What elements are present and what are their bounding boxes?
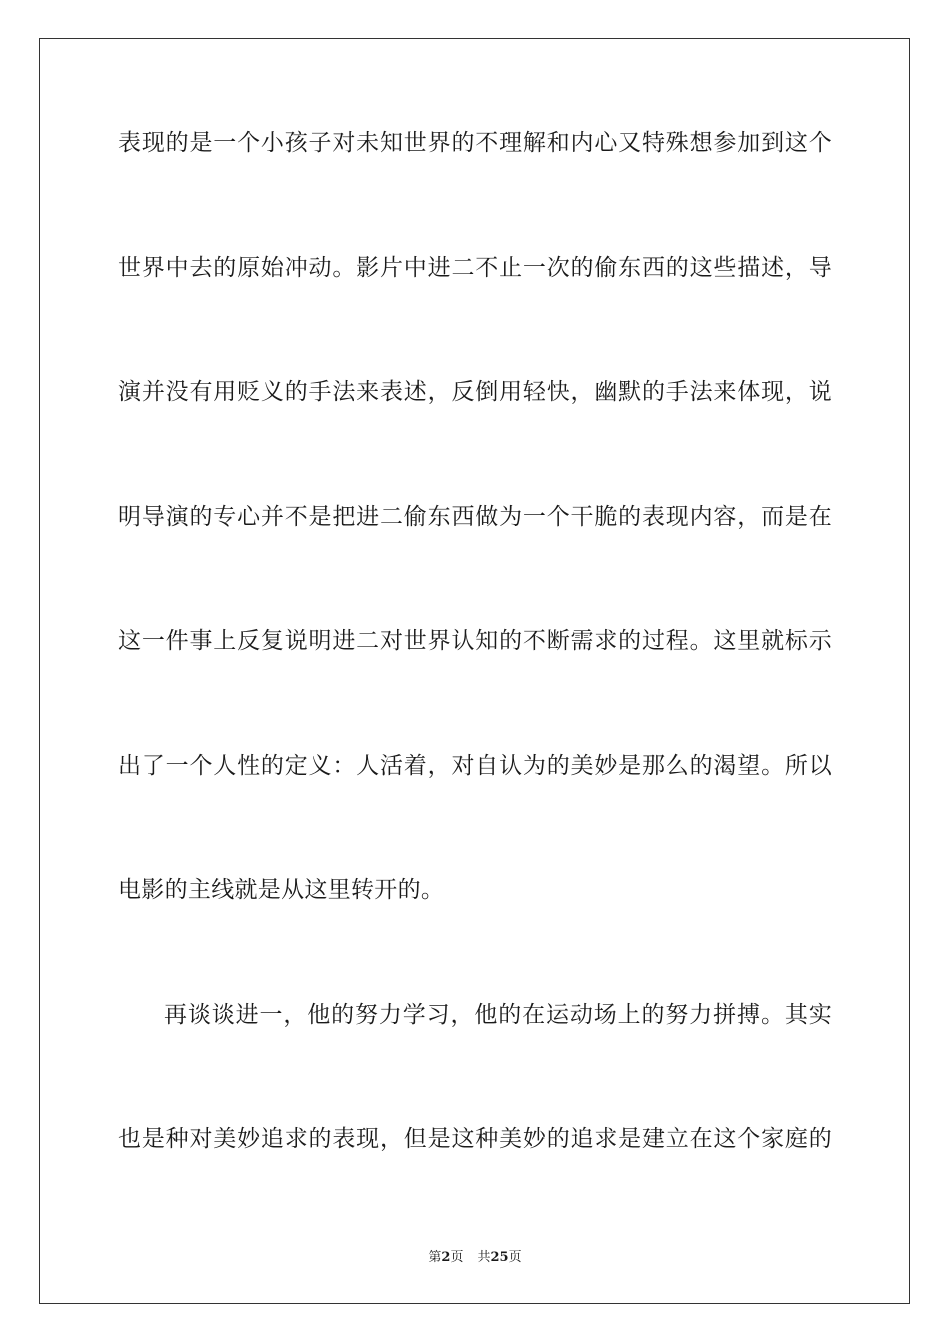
text-line: 这一件事上反复说明进二对世界认知的不断需求的过程。这里就标示 <box>118 628 832 654</box>
page-number-indicator: 第2页 <box>428 1250 464 1265</box>
text-line: 演并没有用贬义的手法来表述，反倒用轻快，幽默的手法来体现，说 <box>118 379 832 405</box>
text-line: 世界中去的原始冲动。影片中进二不止一次的偷东西的这些描述，导 <box>118 254 832 281</box>
text-line-paragraph-end: 电影的主线就是从这里转开的。 <box>118 877 445 903</box>
text-line: 出了一个人性的定义：人活着，对自认为的美妙是那么的渴望。所以 <box>118 752 832 779</box>
document-body <box>118 108 832 1229</box>
text-line: 也是种对美妙追求的表现，但是这种美妙的追求是建立在这个家庭的 <box>118 1126 832 1152</box>
page-footer <box>0 1246 950 1265</box>
text-line-paragraph-start: 再谈谈进一，他的努力学习，他的在运动场上的努力拼搏。其实 <box>164 1001 832 1028</box>
text-line: 明导演的专心并不是把进二偷东西做为一个干脆的表现内容，而是在 <box>118 503 832 530</box>
text-line: 表现的是一个小孩子对未知世界的不理解和内心又特殊想参加到这个 <box>118 130 832 156</box>
total-pages-indicator: 共25页 <box>477 1250 522 1265</box>
